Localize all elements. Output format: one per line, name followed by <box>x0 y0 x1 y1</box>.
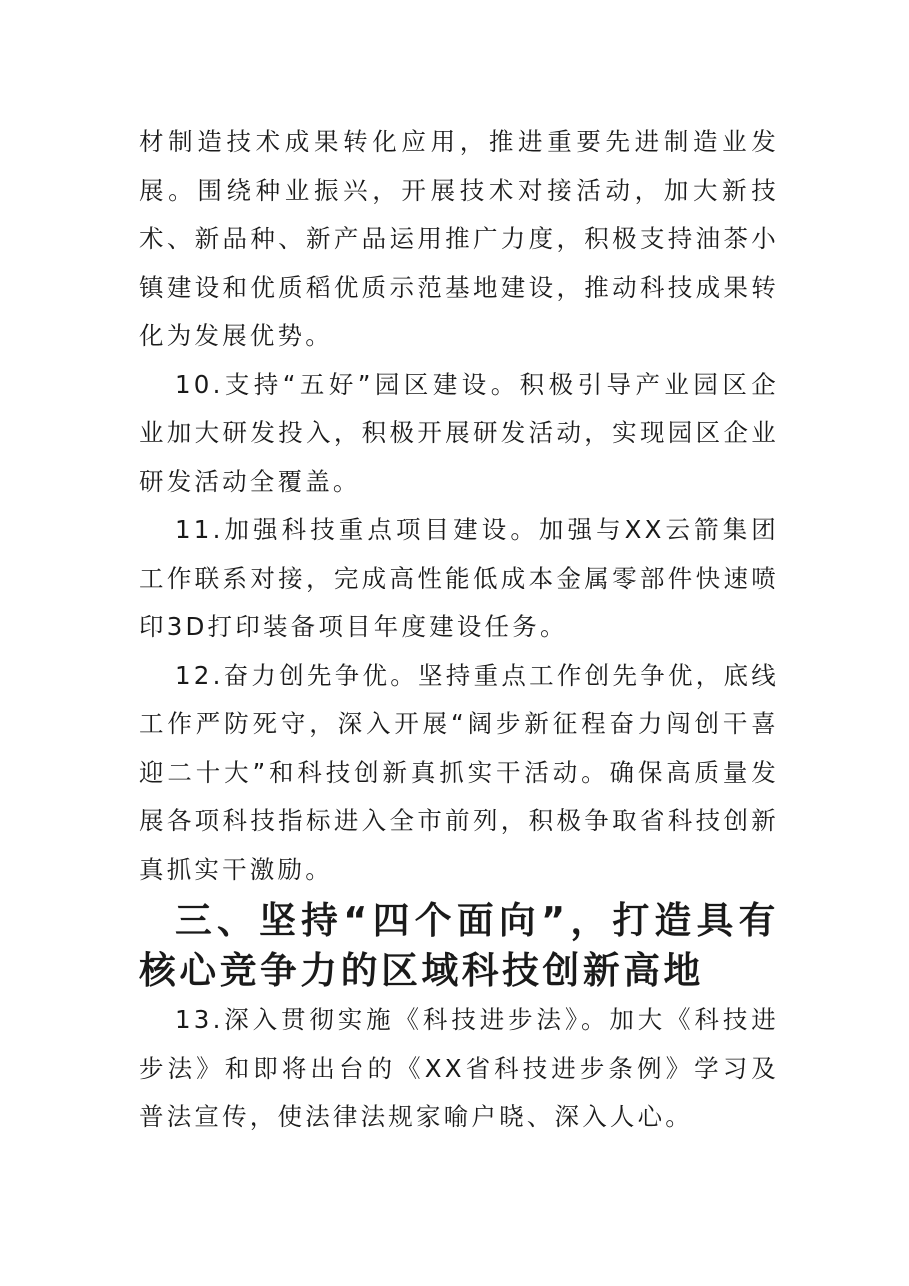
document-body <box>139 118 779 1142</box>
paragraph-item-12: 12.奋力创先争优。坚持重点工作创先争优，底线工作严防死守，深入开展“阔步新征程奋力闯创干喜迎二十大”和科技创新真抓实干活动。确保高质量发展各项科技指标进入全市前列，积极争取省科技创新真抓实干激励。 <box>139 660 779 884</box>
paragraph-item-10: 10.支持“五好”园区建设。积极引导产业园区企业加大研发投入，积极开展研发活动，实现园区企业研发活动全覆盖。 <box>139 369 779 496</box>
section-heading-3: 三、坚持“四个面向”，打造具有核心竞争力的区域科技创新高地 <box>139 899 779 992</box>
paragraph-item-13: 13.深入贯彻实施《科技进步法》。加大《科技进步法》和即将出台的《XX省科技进步条例》学习及普法宣传，使法律法规家喻户晓、深入人心。 <box>139 1005 779 1131</box>
paragraph-continuation: 材制造技术成果转化应用，推进重要先进制造业发展。围绕种业振兴，开展技术对接活动，加大新技术、新品种、新产品运用推广力度，积极支持油茶小镇建设和优质稻优质示范基地建设，推动科技成果转化为发展优势。 <box>139 127 779 350</box>
paragraph-item-11: 11.加强科技重点项目建设。加强与XX云箭集团工作联系对接，完成高性能低成本金属零部件快速喷印3D打印装备项目年度建设任务。 <box>139 515 779 641</box>
